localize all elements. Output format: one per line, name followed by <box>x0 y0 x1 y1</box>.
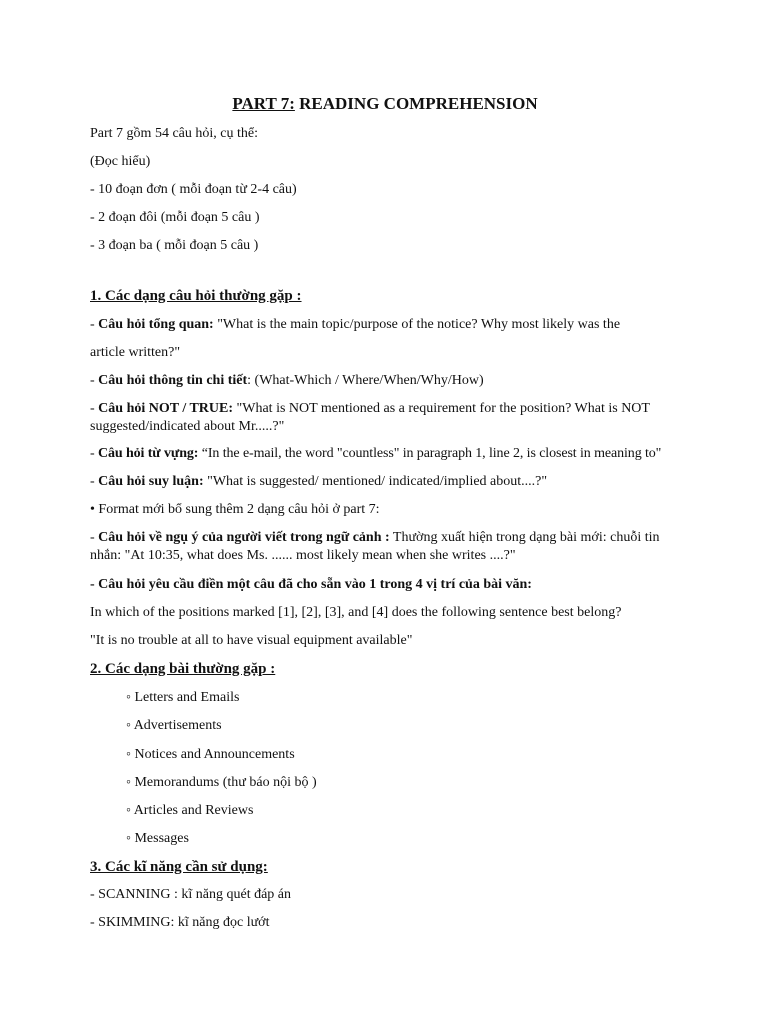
question-type-example: “In the e-mail, the word "countless" in paragraph 1, line 2, is closest in meaning to" <box>198 446 662 461</box>
page-title <box>90 94 680 114</box>
list-item: ◦ Messages <box>126 831 189 846</box>
dash: - <box>90 317 99 332</box>
dash: - <box>90 401 99 416</box>
question-type-label: Câu hỏi về ngụ ý của người viết trong ngữ cảnh : <box>98 530 390 545</box>
intro-line: - 3 đoạn ba ( mỗi đoạn 5 câu ) <box>90 238 259 253</box>
question-type-implied-meaning <box>90 529 680 565</box>
question-type-vocabulary <box>90 445 680 463</box>
question-type-not-true <box>90 400 680 436</box>
question-type-overview <box>90 316 680 334</box>
question-type-inference <box>90 473 680 491</box>
section-2-heading: 2. Các dạng bài thường gặp : <box>90 661 276 677</box>
question-type-label: Câu hỏi từ vựng: <box>97 446 199 461</box>
question-type-label: - Câu hỏi yêu cầu điền một câu đã cho sẵn vào 1 trong 4 vị trí của bài văn: <box>90 577 532 592</box>
question-type-label: Câu hỏi NOT / TRUE: <box>98 401 234 416</box>
dash: - <box>90 530 99 545</box>
skill-item: - SKIMMING: kĩ năng đọc lướt <box>90 915 270 930</box>
list-item: ◦ Articles and Reviews <box>126 803 254 818</box>
intro-line: - 10 đoạn đơn ( mỗi đoạn từ 2-4 câu) <box>90 182 297 197</box>
list-item: ◦ Advertisements <box>126 718 222 733</box>
dash: - <box>90 446 98 461</box>
question-type-example: "What is the main topic/purpose of the notice? Why most likely was the <box>213 317 621 332</box>
question-type-overview-continuation: article written?" <box>90 345 181 360</box>
intro-line: Part 7 gồm 54 câu hỏi, cụ thể: <box>90 126 258 141</box>
list-item: ◦ Notices and Announcements <box>126 747 295 762</box>
sentence-insertion-example: In which of the positions marked [1], [2], [3], and [4] does the following sentence best belong? <box>90 605 622 620</box>
list-item: ◦ Memorandums (thư báo nội bộ ) <box>126 775 317 790</box>
question-type-example: "What is NOT mentioned as a requirement for the position? What is NOT suggested/indicated about Mr.....?" <box>90 401 650 434</box>
section-1-heading: 1. Các dạng câu hỏi thường gặp : <box>90 288 302 304</box>
list-item: ◦ Letters and Emails <box>126 690 240 705</box>
intro-line: (Đọc hiểu) <box>90 154 151 169</box>
question-type-example: Thường xuất hiện trong dạng bài mới: chuỗi tin nhắn: "At 10:35, what does Ms. ...... most likely mean when she writes ....?" <box>90 530 660 563</box>
title-text: READING COMPREHENSION <box>294 94 538 113</box>
sentence-insertion-quote: "It is no trouble at all to have visual equipment available" <box>90 633 413 648</box>
question-type-sentence-insertion <box>90 576 680 594</box>
question-type-example: : (What-Which / Where/When/Why/How) <box>247 373 484 388</box>
question-type-label: Câu hỏi thông tin chi tiết <box>98 373 248 388</box>
intro-line: - 2 đoạn đôi (mỗi đoạn 5 câu ) <box>90 210 260 225</box>
question-type-label: Câu hỏi suy luận: <box>98 474 204 489</box>
question-type-example: "What is suggested/ mentioned/ indicated/implied about....?" <box>203 474 548 489</box>
format-note: • Format mới bổ sung thêm 2 dạng câu hỏi ở part 7: <box>90 502 380 517</box>
question-type-label: Câu hỏi tổng quan: <box>98 317 214 332</box>
dash: - <box>90 474 99 489</box>
title-part-label: PART 7: <box>232 94 295 113</box>
section-3-heading: 3. Các kĩ năng cần sử dụng: <box>90 859 268 875</box>
question-type-detail <box>90 372 680 390</box>
skill-item: - SCANNING : kĩ năng quét đáp án <box>90 887 292 902</box>
dash: - <box>90 373 99 388</box>
